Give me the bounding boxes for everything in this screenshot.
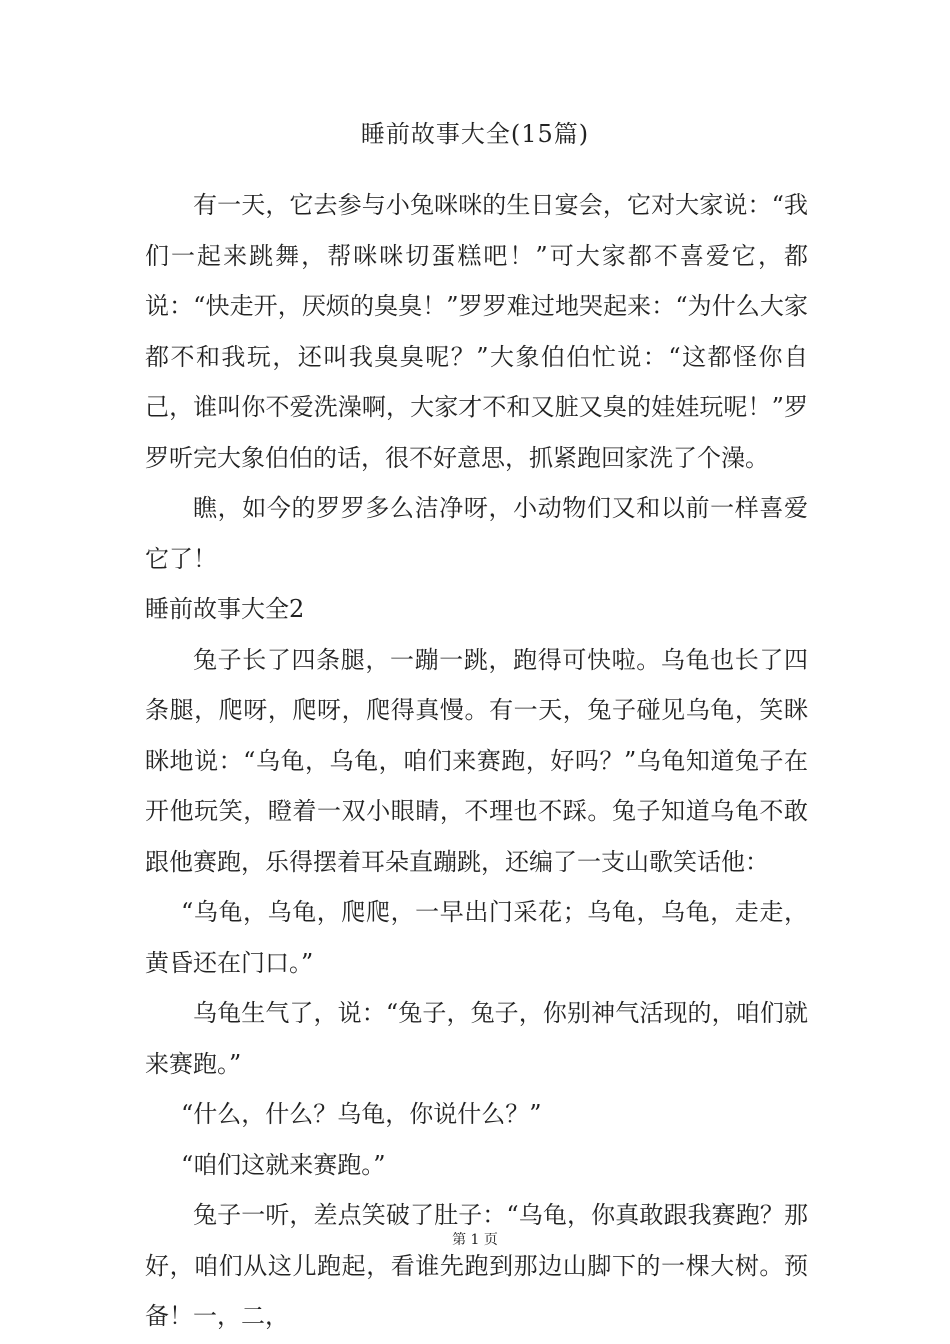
paragraph: “什么，什么？乌龟，你说什么？” [181, 1100, 542, 1128]
paragraph: 有一天，它去参与小兔咪咪的生日宴会，它对大家说：“我们一起来跳舞，帮咪咪切蛋糕吧！”可大家都不喜爱它，都说：“快走开，厌烦的臭臭！”罗罗难过地哭起来：“为什么大家都不和我玩，还叫我臭臭呢？”大象伯伯忙说：“这都怪你自己，谁叫你不爱洗澡啊，大家才不和又脏又臭的娃娃玩呢！”罗罗听完大象伯伯的话，很不好意思，抓紧跑回家洗了个澡。 [145, 191, 808, 472]
document-title: 睡前故事大全(15篇) [360, 120, 590, 148]
document-body [145, 180, 808, 1342]
paragraph: 兔子一听，差点笑破了肚子：“乌龟，你真敢跟我赛跑？那好，咱们从这儿跑起，看谁先跑到那边山脚下的一棵大树。预备！一，二， [145, 1201, 808, 1330]
paragraph: “乌龟，乌龟，爬爬，一早出门采花；乌龟，乌龟，走走，黄昏还在门口。” [145, 898, 808, 977]
paragraph: “咱们这就来赛跑。” [181, 1150, 386, 1179]
paragraph: 瞧，如今的罗罗多么洁净呀，小动物们又和以前一样喜爱它了！ [145, 494, 808, 573]
section-heading: 睡前故事大全2 [145, 595, 305, 623]
paragraph: 兔子长了四条腿，一蹦一跳，跑得可快啦。乌龟也长了四条腿，爬呀，爬呀，爬得真慢。有一天，兔子碰见乌龟，笑眯眯地说：“乌龟，乌龟，咱们来赛跑，好吗？”乌龟知道兔子在开他玩笑，瞪着一双小眼睛，不理也不踩。兔子知道乌龟不敢跟他赛跑，乐得摆着耳朵直蹦跳，还编了一支山歌笑话他： [145, 645, 808, 876]
page-number: 第 1 页 [452, 1232, 498, 1248]
paragraph: 乌龟生气了，说：“兔子，兔子，你别神气活现的，咱们就来赛跑。” [145, 999, 808, 1078]
